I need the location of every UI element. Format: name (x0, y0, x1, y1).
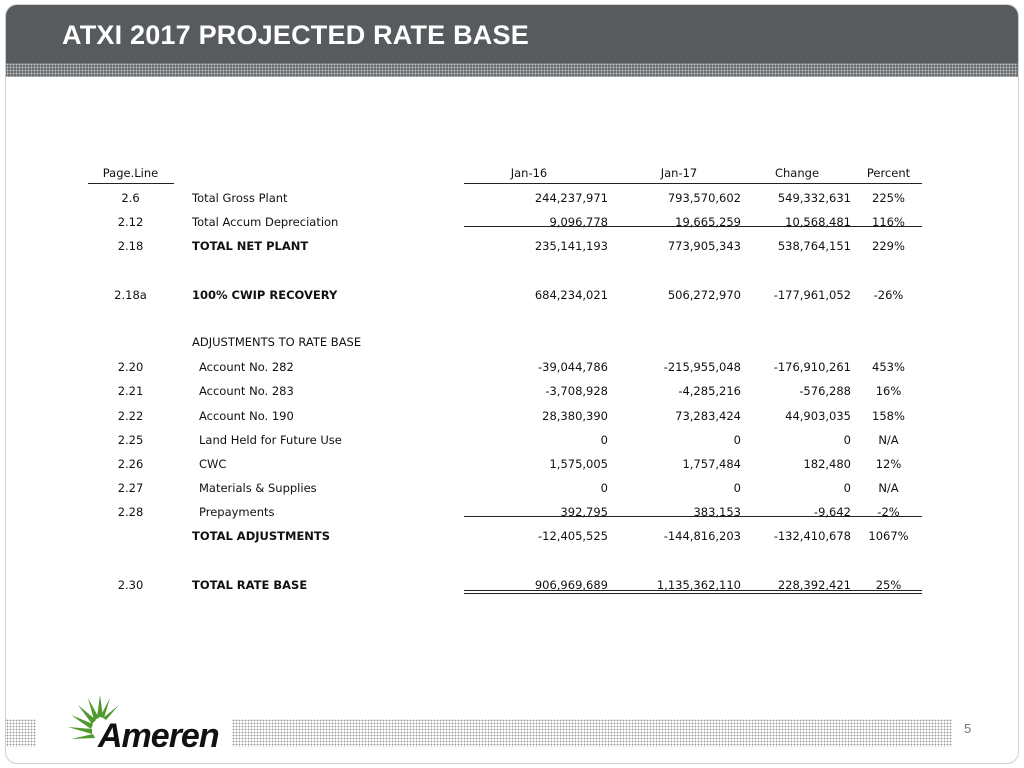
page-line-cell: 2.27 (117, 481, 144, 495)
jan16-cell: 684,234,021 (534, 288, 608, 302)
page-line-cell: 2.18a (114, 288, 147, 302)
percent-cell: 225% (872, 191, 905, 205)
jan17-cell: 0 (733, 433, 741, 447)
percent-cell: 116% (872, 215, 905, 229)
adjustments-underline (464, 516, 922, 517)
change-cell: -576,288 (799, 384, 851, 398)
description-cell: Account No. 283 (199, 384, 294, 398)
page-line-cell: 2.21 (117, 384, 144, 398)
jan16-cell: 28,380,390 (542, 409, 608, 423)
jan17-cell: 1,757,484 (682, 457, 741, 471)
jan17-cell: 793,570,602 (667, 191, 741, 205)
description-cell: Total Accum Depreciation (192, 215, 339, 229)
percent-cell: N/A (878, 481, 899, 495)
change-cell: 44,903,035 (785, 409, 851, 423)
page-line-cell: 2.30 (117, 578, 144, 592)
table-row (6, 527, 1018, 545)
change-cell: -176,910,261 (773, 360, 851, 374)
slide (5, 4, 1019, 764)
page-line-cell: 2.28 (117, 505, 144, 519)
jan17-cell: -215,955,048 (663, 360, 741, 374)
table-row (6, 503, 1018, 521)
description-cell: 100% CWIP RECOVERY (192, 288, 338, 302)
col-header-page-line: Page.Line (102, 166, 159, 180)
percent-cell: 229% (872, 239, 905, 253)
col-header-jan16: Jan-16 (510, 166, 548, 180)
page-line-cell: 2.25 (117, 433, 144, 447)
jan16-cell: 244,237,971 (534, 191, 608, 205)
description-cell: TOTAL ADJUSTMENTS (192, 529, 331, 543)
percent-cell: 25% (875, 578, 902, 592)
table-row (6, 407, 1018, 425)
page-line-cell: 2.6 (121, 191, 140, 205)
page-line-cell: 2.12 (117, 215, 144, 229)
logo-wordmark: Ameren (98, 717, 219, 751)
section-label-row (6, 333, 1018, 351)
table-row (6, 237, 1018, 255)
footer-dot-pattern-left (6, 719, 36, 747)
table-row (6, 479, 1018, 497)
ameren-logo-mark (62, 687, 222, 751)
percent-cell: -2% (877, 505, 900, 519)
table-row (6, 286, 1018, 304)
description-cell: CWC (199, 457, 227, 471)
header-underline-page (88, 183, 174, 184)
jan17-cell: -4,285,216 (678, 384, 741, 398)
description-cell: Account No. 282 (199, 360, 294, 374)
jan17-cell: 0 (733, 481, 741, 495)
description-cell: Prepayments (199, 505, 275, 519)
change-cell: 228,392,421 (777, 578, 851, 592)
description-cell: Materials & Supplies (199, 481, 317, 495)
table-header-row (6, 164, 1018, 182)
percent-cell: 16% (875, 384, 902, 398)
header-underline-values (464, 183, 922, 184)
jan17-cell: 773,905,343 (667, 239, 741, 253)
footer-dot-pattern-right (232, 719, 952, 747)
percent-cell: 1067% (868, 529, 909, 543)
subtotal-underline (464, 226, 922, 227)
percent-cell: 453% (872, 360, 905, 374)
description-cell: Land Held for Future Use (199, 433, 342, 447)
jan17-cell: -144,816,203 (663, 529, 741, 543)
percent-cell: 158% (872, 409, 905, 423)
jan16-cell: -12,405,525 (538, 529, 608, 543)
jan17-cell: 73,283,424 (675, 409, 741, 423)
percent-cell: -26% (873, 288, 904, 302)
col-header-change: Change (774, 166, 820, 180)
jan16-cell: 1,575,005 (549, 457, 608, 471)
col-header-jan17: Jan-17 (660, 166, 698, 180)
table-row (6, 189, 1018, 207)
change-cell: 0 (843, 433, 851, 447)
change-cell: -9,642 (813, 505, 851, 519)
table-row (6, 455, 1018, 473)
page-line-cell: 2.20 (117, 360, 144, 374)
page-line-cell: 2.22 (117, 409, 144, 423)
page-number: 5 (964, 721, 972, 736)
ameren-logo (62, 687, 222, 751)
table-row (6, 431, 1018, 449)
page-line-cell: 2.18 (117, 239, 144, 253)
table-row (6, 382, 1018, 400)
jan17-cell: 1,135,362,110 (656, 578, 741, 592)
jan16-cell: 0 (600, 481, 608, 495)
section-label: ADJUSTMENTS TO RATE BASE (192, 335, 362, 349)
total-double-underline (464, 590, 922, 594)
jan16-cell: 0 (600, 433, 608, 447)
jan16-cell: 235,141,193 (534, 239, 608, 253)
col-header-percent: Percent (866, 166, 911, 180)
change-cell: 0 (843, 481, 851, 495)
jan17-cell: 383,153 (693, 505, 741, 519)
percent-cell: 12% (875, 457, 902, 471)
change-cell: 10,568,481 (785, 215, 851, 229)
percent-cell: N/A (878, 433, 899, 447)
description-cell: Account No. 190 (199, 409, 294, 423)
table-row (6, 213, 1018, 231)
description-cell: TOTAL RATE BASE (192, 578, 308, 592)
description-cell: TOTAL NET PLANT (192, 239, 309, 253)
table-row (6, 358, 1018, 376)
change-cell: 182,480 (803, 457, 851, 471)
change-cell: 549,332,631 (777, 191, 851, 205)
change-cell: -177,961,052 (773, 288, 851, 302)
jan17-cell: 19,665,259 (675, 215, 741, 229)
jan16-cell: -3,708,928 (545, 384, 608, 398)
rate-base-table (6, 5, 1018, 763)
jan16-cell: 392,795 (560, 505, 608, 519)
jan16-cell: -39,044,786 (538, 360, 608, 374)
change-cell: 538,764,151 (777, 239, 851, 253)
jan17-cell: 506,272,970 (667, 288, 741, 302)
jan16-cell: 906,969,689 (534, 578, 608, 592)
description-cell: Total Gross Plant (192, 191, 288, 205)
page-line-cell: 2.26 (117, 457, 144, 471)
jan16-cell: 9,096,778 (549, 215, 608, 229)
change-cell: -132,410,678 (773, 529, 851, 543)
page-title: ATXI 2017 PROJECTED RATE BASE (62, 20, 529, 50)
